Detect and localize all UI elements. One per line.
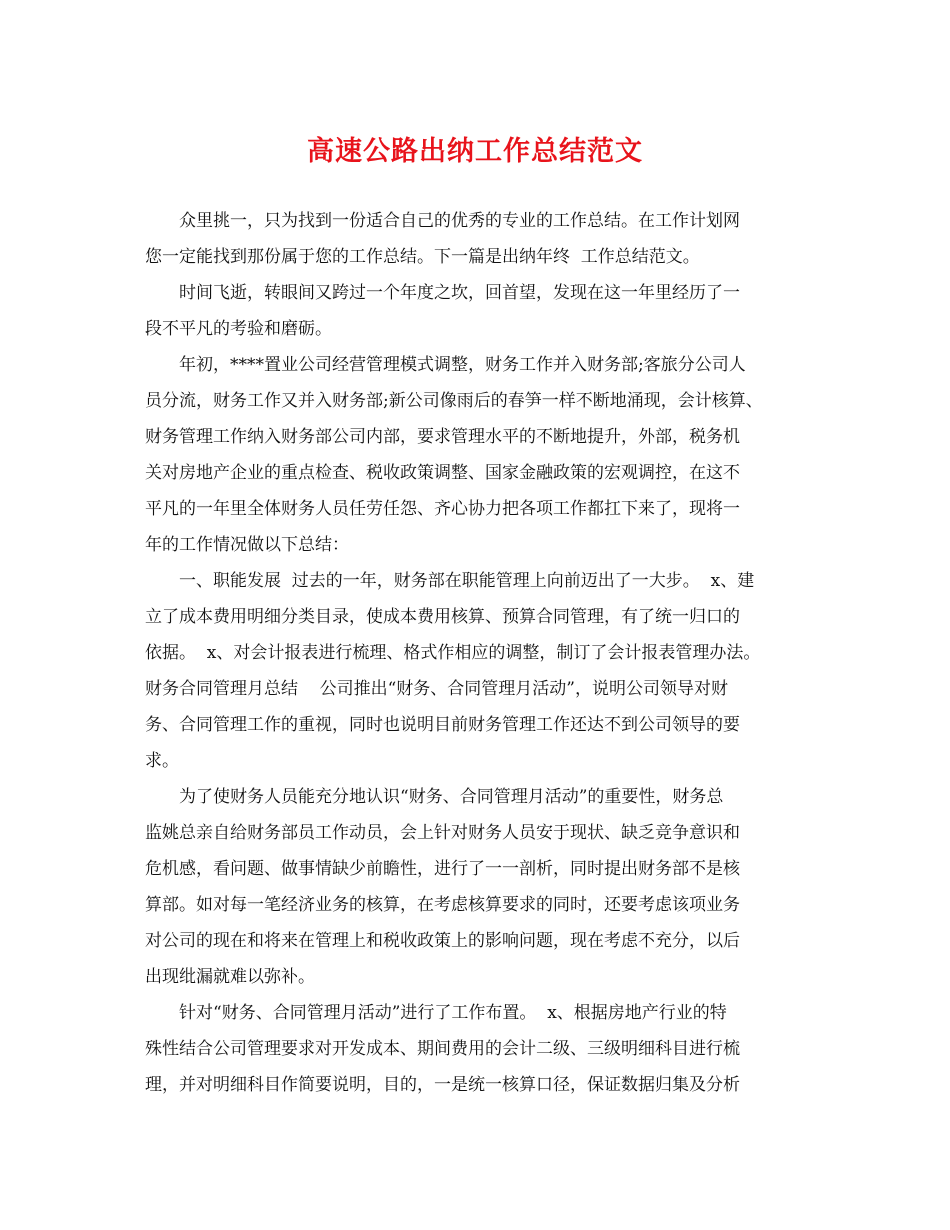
paragraph-line: 年的工作情况做以下总结： [145,535,349,555]
paragraph-line: 理，并对明细科目作简要说明，目的，一是统一核算口径，保证数据归集及分析 [145,1075,740,1095]
paragraph-line: 众里挑一，只为找到一份适合自己的优秀的专业的工作总结。在工作计划网 [179,211,740,231]
paragraph-line: 员分流，财务工作又并入财务部;新公司像雨后的春笋一样不断地涌现，会计核算、 [145,391,763,411]
paragraph-line: 对公司的现在和将来在管理上和税收政策上的影响问题，现在考虑不充分，以后 [145,931,740,951]
paragraph-line: 算部。如对每一笔经济业务的核算，在考虑核算要求的同时，还要考虑该项业务 [145,895,740,915]
paragraph-line: 您一定能找到那份属于您的工作总结。下一篇是出纳年终 工作总结范文。 [145,247,700,267]
paragraph-line: 殊性结合公司管理要求对开发成本、期间费用的会计二级、三级明细科目进行梳 [145,1039,740,1059]
document-body [145,203,815,1103]
paragraph-line: 监姚总亲自给财务部员工作动员，会上针对财务人员安于现状、缺乏竞争意识和 [145,823,740,843]
paragraph-line: 立了成本费用明细分类目录，使成本费用核算、预算合同管理，有了统一归口的 [145,607,740,627]
paragraph-line: 出现纰漏就难以弥补。 [145,967,315,987]
paragraph-line: 关对房地产企业的重点检查、税收政策调整、国家金融政策的宏观调控，在这不 [145,463,740,483]
paragraph-line: 年初，****置业公司经营管理模式调整，财务工作并入财务部;客旅分公司人 [179,355,746,375]
paragraph-line: 财务合同管理月总结 公司推出“财务、合同管理月活动”，说明公司领导对财 [145,679,728,699]
paragraph-line: 务、合同管理工作的重视，同时也说明目前财务管理工作还达不到公司领导的要 [145,715,740,735]
paragraph-line: 平凡的一年里全体财务人员任劳任怨、齐心协力把各项工作都扛下来了，现将一 [145,499,740,519]
paragraph-line: 为了使财务人员能充分地认识“财务、合同管理月活动”的重要性，财务总 [179,787,724,807]
paragraph-line: 时间飞逝，转眼间又跨过一个年度之坎，回首望，发现在这一年里经历了一 [179,283,740,303]
paragraph-line: 依据。 x、对会计报表进行梳理、格式作相应的调整，制订了会计报表管理办法。 [145,643,761,663]
paragraph-line: 一、职能发展 过去的一年，财务部在职能管理上向前迈出了一大步。 x、建 [179,571,755,591]
paragraph-line: 针对“财务、合同管理月活动”进行了工作布置。 x、根据房地产行业的特 [179,1003,727,1023]
paragraph-line: 段不平凡的考验和磨砺。 [145,319,332,339]
document-title: 高速公路出纳工作总结范文 [307,136,643,167]
paragraph-line: 财务管理工作纳入财务部公司内部，要求管理水平的不断地提升，外部，税务机 [145,427,740,447]
paragraph-line: 危机感，看问题、做事情缺少前瞻性，进行了一一剖析，同时提出财务部不是核 [145,859,740,879]
paragraph-line: 求。 [145,751,179,771]
